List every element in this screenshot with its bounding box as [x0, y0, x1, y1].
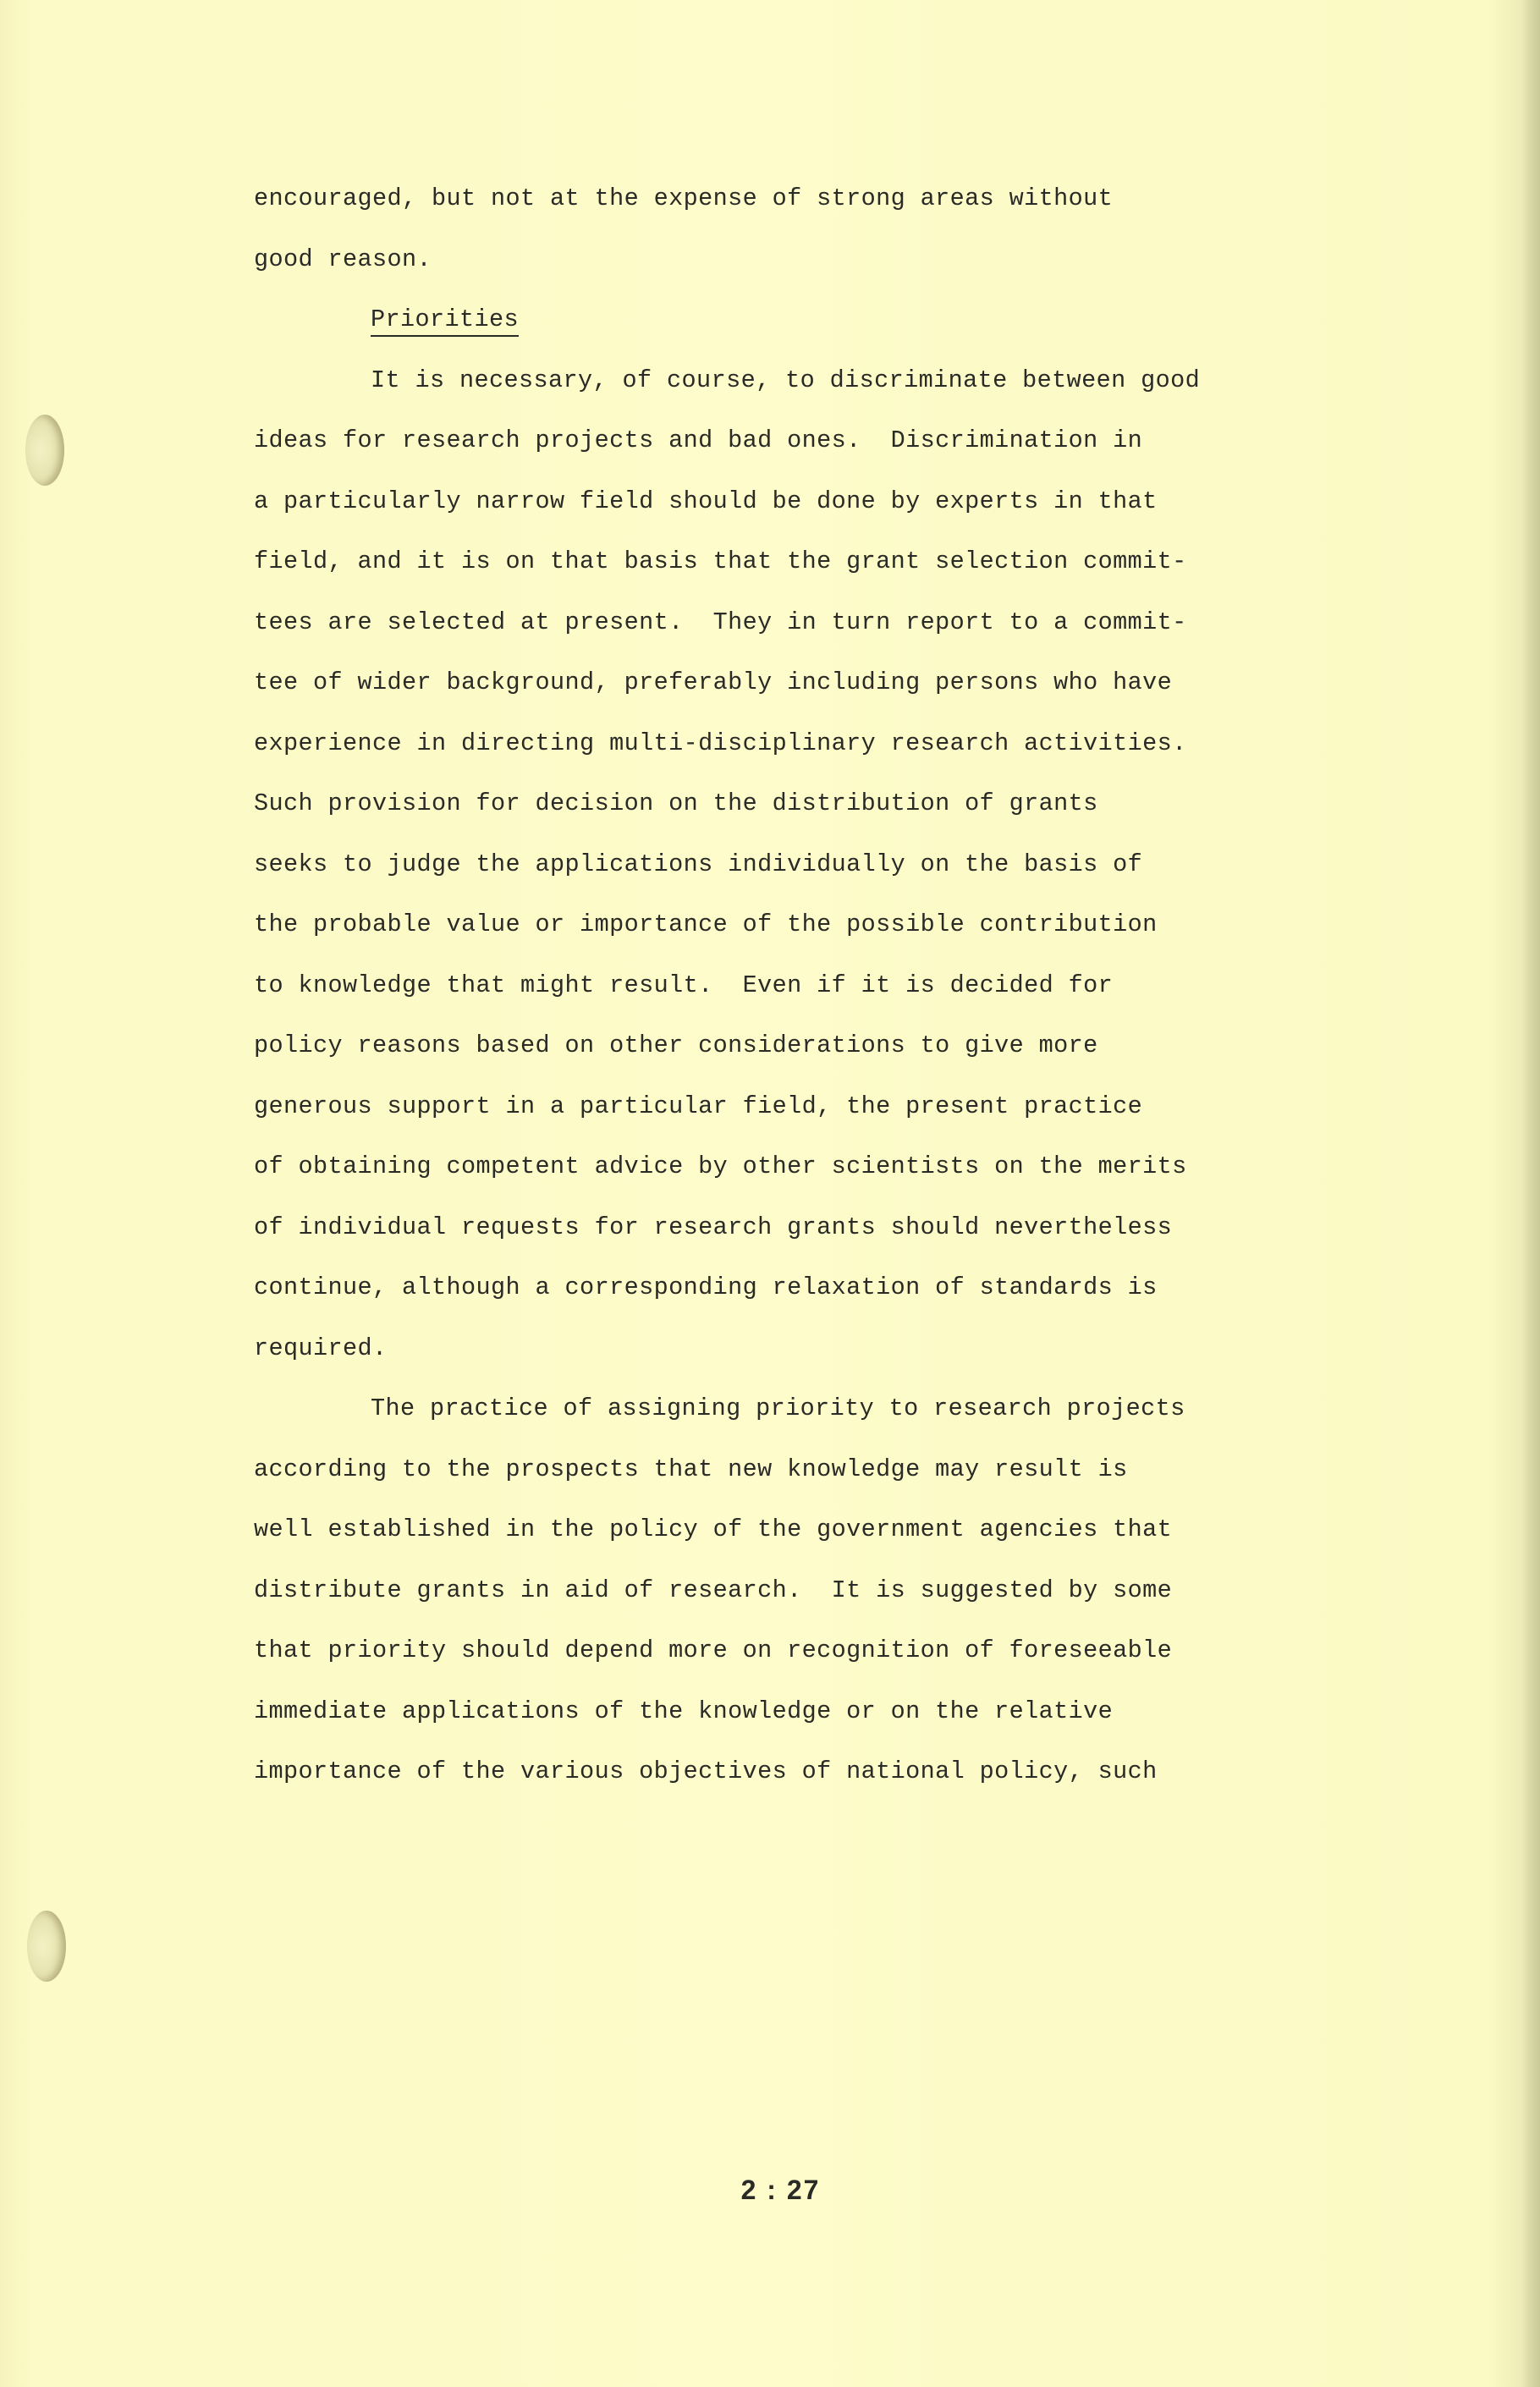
- page-edge-shadow: [1521, 0, 1540, 2387]
- section-heading-text: Priorities: [371, 305, 519, 337]
- body-text: [254, 176, 1269, 1810]
- text-line: of individual requests for research grants should nevertheless: [254, 1213, 1173, 1241]
- text-line: that priority should depend more on recognition of foreseeable: [254, 1636, 1173, 1664]
- text-line: distribute grants in aid of research. It is suggested by some: [254, 1576, 1173, 1604]
- section-heading: [254, 297, 1269, 358]
- text-line: tees are selected at present. They in turn report to a commit-: [254, 608, 1187, 636]
- text-line: the probable value or importance of the possible contribution: [254, 910, 1158, 938]
- text-line: The practice of assigning priority to research projects: [371, 1394, 1185, 1422]
- text-line: immediate applications of the knowledge or on the relative: [254, 1697, 1114, 1725]
- punch-hole-bottom: [27, 1911, 66, 1982]
- text-line: importance of the various objectives of national policy, such: [254, 1757, 1158, 1785]
- text-line: policy reasons based on other considerations to give more: [254, 1031, 1098, 1059]
- text-line: well established in the policy of the government agencies that: [254, 1515, 1173, 1543]
- page-number: 2 : 27: [740, 2175, 821, 2205]
- text-line: experience in directing multi-disciplinary research activities.: [254, 729, 1187, 757]
- text-line: continue, although a corresponding relaxation of standards is: [254, 1273, 1158, 1301]
- text-line: field, and it is on that basis that the grant selection commit-: [254, 547, 1187, 575]
- text-line: to knowledge that might result. Even if it is decided for: [254, 971, 1114, 999]
- text-line: tee of wider background, preferably including persons who have: [254, 668, 1173, 696]
- punch-hole-top: [25, 415, 64, 486]
- text-line: generous support in a particular field, the present practice: [254, 1092, 1143, 1120]
- text-line: It is necessary, of course, to discriminate between good: [371, 366, 1201, 394]
- text-line: required.: [254, 1334, 388, 1362]
- text-line: a particularly narrow field should be done by experts in that: [254, 487, 1158, 515]
- text-line: Such provision for decision on the distribution of grants: [254, 789, 1098, 817]
- text-line: ideas for research projects and bad ones. Discrimination in: [254, 426, 1143, 454]
- text-line: according to the prospects that new knowledge may result is: [254, 1455, 1128, 1483]
- text-line: of obtaining competent advice by other scientists on the merits: [254, 1152, 1187, 1180]
- text-line: encouraged, but not at the expense of strong areas without: [254, 184, 1114, 212]
- text-line: good reason.: [254, 245, 432, 273]
- text-line: seeks to judge the applications individually on the basis of: [254, 850, 1143, 878]
